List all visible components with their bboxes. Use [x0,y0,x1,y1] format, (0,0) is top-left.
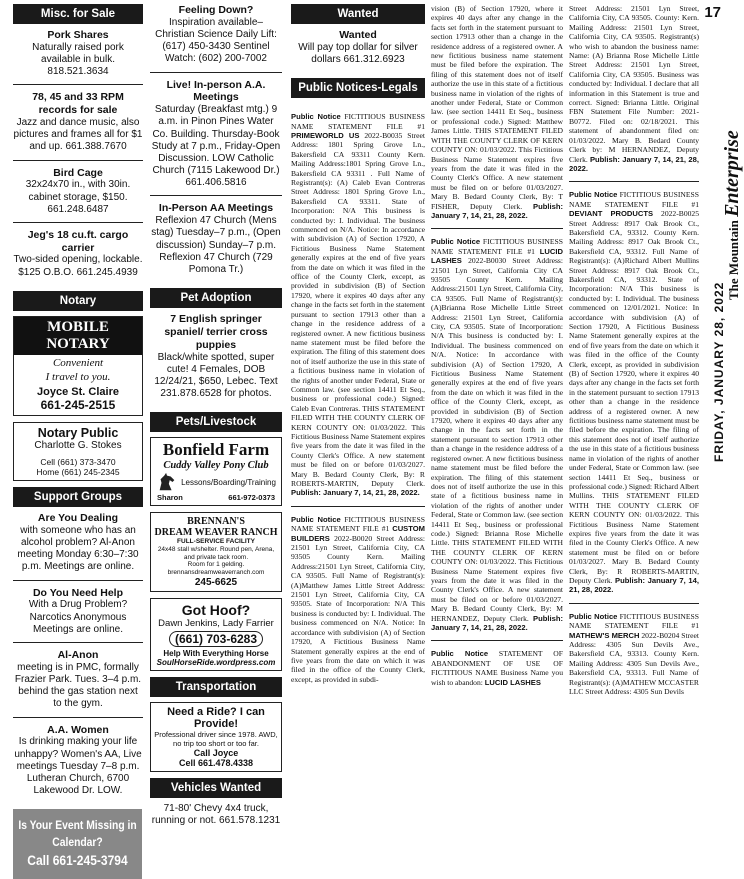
masthead-name: Enterprise [721,130,743,217]
masthead-prefix: The Mountain [726,220,741,300]
ad-text: Reflexion 47 Church (Mens stag) Tuesday–7 p.m., (Open discussion) Sunday–7 p.m. Reflexion 47 Church (729 Pomona Tr.) [151,215,281,275]
brennans-text: Room for 1 gelding. [187,561,245,569]
misc-for-sale-header: Misc. for Sale [13,4,143,24]
ad-text: Inspiration available– Christian Science Daily Lift: (617) 450-3430 Sentinel Watch: (602) 200-7002 [155,16,277,65]
ad-title: A.A. Women [47,723,109,736]
legal-notice [291,515,425,684]
classified-ad [13,229,143,285]
support-groups-header: Support Groups [13,487,143,507]
brennans-subtitle: DREAM WEAVER RANCH [154,527,278,539]
wanted-ad [291,29,425,72]
column-2 [150,4,282,839]
notary-public-cell: Cell (661) 373-3470 [40,457,116,468]
legal-notice-continued [569,4,699,173]
notice-lead: STATEMENT OF ABANDONMENT OF USE OF FICTITIOUS NAME Business Name you wish to abandon: [431,649,563,687]
brennans-ranch-ad [150,512,282,592]
notice-publish: Publish: January 7, 14, 21, 28, 2022. [431,201,563,220]
ad-text: available in bulk. [41,53,115,65]
legal-notice-continued [431,4,563,220]
notice-lead: FICTITIOUS BUSINESS NAME STATEMENT FILE #1 [569,611,699,631]
ad-text: With a Drug Problem? Narcotics Anonymous Meetings are online. [28,599,128,635]
ride-phone: Cell 661.478.4338 [178,758,254,768]
notice-divider [569,603,699,604]
pet-adoption-header: Pet Adoption [150,288,282,308]
bonfield-contact [153,493,279,502]
notice-divider [431,228,563,229]
column-5 [569,4,699,704]
ad-title: Do You Need Help [32,586,124,599]
vehicle-ad [150,803,282,833]
public-notices-header: Public Notices-Legals [291,78,425,98]
ad-title: Pork Shares [47,29,109,41]
legal-notice [291,112,425,498]
classified-ad [13,167,143,223]
notice-heading: Public Notice [291,112,341,122]
brennans-tagline: FULL-SERVICE FACILITY [177,538,255,546]
legal-notice [569,612,699,697]
notary-public-name: Charlotte G. Stokes [34,440,122,452]
notice-body: 2022-B0030 Street Address: 21501 Lyn Street, California City CA 93505 County Kern. Mailing Address:21501 Lyn Street, California City, CA 93505. Full Name of Registrant(s): (A)Brianna Rose Michelle Little Street Address: 21501 Lyn Street, California City, CA 93505. State of Incorporation: N/A This business is conducted by: I. Individual. The business commenced on N/A. Notice: In accordance with subdivision (A) of Section 17920, A Fictitious Business Name Statement generally expires at the end of five years from the date on which it was filed in the office of the County Clerk, except, as provided in subdivision (B) of Section 17920, where it expires 40 days after any change in the facts set forth in the statement pursuant to section 17913 other than a change in the residence address of a registered owner. A new fictitious business name statement must be filed before the expiration. The filing of this statement does not of itself authorize the use in this state of a fictitious business name in violation of the rights of another under Federal, State or Common law. (see section 14411 Et Seq., business or professional code.) Signed: Brianna Rose Michelle Little. THIS STATEMENT FILED WITH THE COUNTY CLERK OF KERN COUNTY ON: 01/03/2022. This Fictitious Business Name Statement expires five years from the date it was filed in the County Clerk's Office. A new statement must be filed on or before 01/03/2027. Mary B. Bedard County Clerk, By: M HERNANDEZ, Deputy Clerk. [431,256,563,623]
ad-title: 7 English springer spaniel/ terrier cross puppies [164,313,268,351]
calendar-banner [13,809,142,878]
bonfield-subtitle: Cuddy Valley Pony Club [163,460,269,472]
ad-title: Al-Anon [57,649,99,662]
notice-lead: FICTITIOUS BUSINESS NAME STATEMENT FILE #1 [569,190,699,209]
notice-publish: Publish: January 7, 14, 21, 28, 2022. [569,154,699,173]
ride-ad [150,702,282,772]
ad-phone: 818.521.3634 [47,66,109,78]
notice-body: Street Address: 21501 Lyn Street, California City, CA 93505. County: Kern. Mailing Address: 21501 Lyn Street, California City, CA 93505. Registrant(s) who wish to abandon the business name: Name: (A) Brianna Rose Michelle Little Street Address: 21501 Lyn Street, California City, CA 93505. Business was conducted by: Individual. I declare that all information in this Statement is true and correct. Signed: Brianna Little. Original FBN Statement File Number: 2021-B0772. Filed on: 02/18/2021. This statement of abandonment filed on: 01/03/2022. Mary B. Bedard County Clerk by: M HERNANDEZ, Deputy Clerk. [569,4,699,164]
notice-heading: Public Notice [569,190,618,200]
bonfield-farm-ad [150,437,282,506]
ad-text: Black/white spotted, super cute! 4 Females, DOB 12/24/21, $650, Lebec. Text 231.878.6528 for photos. [154,351,278,400]
got-hoof-phone: (661) 703-6283 [169,631,263,647]
ad-title: Jeg's 18 cu.ft. cargo carrier [27,228,129,254]
bonfield-phone: 661-972-0373 [228,493,275,503]
mobile-notary-title: MOBILE NOTARY [14,317,142,355]
banner-line: Is Your Event Missing in Calendar? [18,818,137,850]
issue-date: FRIDAY, JANUARY 28, 2022 [712,281,726,462]
notice-business-name: DEVIANT PRODUCTS [569,209,654,219]
legal-notice [431,649,563,687]
ad-text: Will pay top dollar for silver dollars 661.312.6923 [298,41,418,65]
support-ad [13,724,143,804]
mobile-notary-ad [13,316,143,416]
classified-ad [13,29,143,85]
brennans-title: BRENNAN'S [187,516,245,528]
column-4 [431,4,563,695]
ad-title: Wanted [339,29,377,41]
brennans-phone: 245-6625 [194,577,238,588]
notice-business-name: CUSTOM BUILDERS [291,524,425,543]
horse-icon [156,471,178,493]
ad-text: with someone who has an alcohol problem? Al-Anon meeting Monday 6:30–7:30 p.m. Meetings are online. [17,524,139,573]
ad-title: In-Person AA Meetings [158,202,274,215]
notice-divider [431,640,563,641]
ad-text: Naturally raised pork [32,41,124,53]
notary-public-home: Home (661) 245-2345 [36,467,120,478]
support-ad [13,512,143,581]
wanted-header: Wanted [291,4,425,24]
got-hoof-help: Help With Everything Horse [163,649,269,658]
notice-body: 2022-B0035 Street Address: 1801 Spring Grove Ln., Bakersfield CA 93311 County Kern. Mailing Address:1801 Spring Grove Ln., Bakersfield CA 93311 . Full Name of Registrant(s): (A) Caleb Evan Contreras Street Address: 1801 Spring Grove Ln., Bakersfield CA 93311. State of Incorporation: N/A This business is conducted by: I. Individual. The business commenced on N/A. Notice: In accordance with subdivision (A) of Section 17920, A Fictitious Business Name Statement generally expires at the end of five years from the date on which it was filed in the office of the County Clerk, except, as provided in subdivision (B) of Section 17920, where it expires 40 days after any change in the facts set forth in the statement pursuant to section 17913 other than a change in the residence address of a registered owner. A new fictitious business name statement must be filed before the expiration. The filing of this statement does not of itself authorize the use in this state of a fictitious business name in violation of the rights of another under Federal, State or Common law. (see section 14411 Et Seq., business or professional code.) Signed: Caleb Evan Contreras. THIS STATEMENT FILED WITH THE COUNTY CLERK OF KERN COUNTY ON: 01/03/2022. This Fictitious Business Name Statement expires five years from the date it was filed in the County Clerk's Office. A new statement must be filed on or before 01/03/2027. Mary B. Bedard County Clerk, By: R ROBERTS-MARTIN, Deputy Clerk. [291,130,425,489]
ride-text: Professional driver since 1978. AWD, no trip too short or too far. [154,730,278,748]
ad-text: Two-sided opening, lockable. $125 O.B.O. 661.245.4939 [13,254,143,278]
notice-body: 2022-B0020 Street Address: 21501 Lyn Street, California City, CA 93505 County Kern. Mailing Address:21501 Lyn Street, California City, CA 93505. Full Name of Registrant(s): (A)Matthew James Little Street Address: 21501 Lyn Street, California City, CA 93505. State of Incorporation: N/A This business is conducted by: I. Individual. The business commenced on N/A. Notice: In accordance with subdivision (A) of Section 17920, A Fictitious Business Name Statement generally expires at the end of five years from the date on which it was filed in the office of the County Clerk, except, as provided in subdi- [291,533,425,684]
ad-title: Feeling Down? [178,4,254,16]
classified-ad [150,4,282,73]
notice-publish: Publish: January 7, 14, 21, 28, 2022. [569,575,699,595]
notice-divider [569,181,699,182]
bonfield-services-row [153,471,279,493]
notice-heading: Public Notice [569,611,618,621]
classified-ad [150,202,282,282]
banner-phone: Call 661-245-3794 [27,851,128,868]
notice-lead: FICTITIOUS BUSINESS NAME STATEMENT FILE #1 [291,514,425,534]
notice-publish: Publish: January 7, 14, 21, 28, 2022. [431,613,563,632]
notice-heading: Public Notice [431,649,489,659]
got-hoof-url: SoulHorseRide.wordpress.com [156,658,276,667]
notice-body: 2022-B0025 Street Address: 8917 Oak Brook Ct., Bakersfield CA, 93312. County Kern. Mailing Address: 8917 Oak Brook Ct., Bakersfield CA, 93312. Full Name of Registrant(s): (A)Richard Albert Mullins Street Address: 8917 Oak Brook Ct., Bakersfield CA, 93312. State of Incorporation: N/A This business is conducted by: I. Individual. The business commenced on 12/01/2021. Notice: In accordance with subdivision (A) of Section 17920, A Fictitious Business Name Statement generally expires at the end of five years from the date on which it was filed in the office of the County Clerk, except, as provided in subdivision (B) of Section 17920, where it expires 40 days after any change in the facts set forth in the statement pursuant to section 17913 other than a change in the residence address of a registered owner. A new fictitious business name statement must be filed before the expiration. The filing of this statement does not of itself authorize the use in this state of a fictitious business name in violation of the rights of another under Federal, State or Common law. (see section 14411 Et Seq., business or professional code.) Signed: Richard Albert Mullins. THIS STATEMENT FILED WITH THE COUNTY CLERK OF KERN COUNTY ON: 01/03/2022. This Fictitious Business Name Statement expires five years from the date it was filed in the County Clerk's Office. A new statement must be filed on or before 01/03/2027. Mary B. Bedard County Clerk, By: R ROBERTS-MARTIN, Deputy Clerk. [569,209,699,585]
notary-public-title: Notary Public [37,426,119,441]
masthead-vertical [721,130,744,300]
notice-business-name: MATHEW'S MERCH [569,630,640,640]
brennans-url: brennansdreamweaverranch.com [167,569,265,577]
ad-title: Are You Dealing [37,512,119,525]
ride-name: Call Joyce [193,748,239,758]
bonfield-title: Bonfield Farm [162,440,270,460]
mobile-notary-tagline: Convenient [52,356,104,369]
column-3 [291,4,425,692]
notice-heading: Public Notice [291,514,341,524]
mobile-notary-phone: 661-245-2515 [40,398,116,413]
mobile-notary-tagline: I travel to you. [45,371,111,384]
support-ad [13,587,143,643]
bonfield-name: Sharon [157,493,183,503]
bonfield-services: Lessons/Boarding/Training [181,477,276,487]
ad-title: 78, 45 and 33 RPM records for sale [32,91,124,117]
ad-text: Jazz and dance music, also pictures and frames all for $1 and up. 661.388.7670 [13,116,143,153]
ad-text: 32x24x70 in., with 30in. cabinet storage, $150. 661.248.6487 [25,179,131,215]
ad-title: Bird Cage [53,166,103,179]
ad-text: Is drinking making your life unhappy? Women's AA, Live meetings Tuesday 7–8 p.m. Lutheran Church, 6700 Lakewood Dr. LOW. [14,736,142,797]
transportation-header: Transportation [150,677,282,697]
column-1 [13,4,143,879]
notice-lead: FICTITIOUS BUSINESS NAME STATEMENT FILE #1 [291,112,425,131]
ride-title: Need a Ride? I can Provide! [167,706,265,730]
mobile-notary-name: Joyce St. Claire [37,386,119,399]
pets-livestock-header: Pets/Livestock [150,412,282,432]
vehicles-wanted-header: Vehicles Wanted [150,778,282,798]
brennans-text: 24x48 stall w/shelter. Round pen, Arena, and private tack room. [157,545,275,561]
got-hoof-title: Got Hoof? [181,602,251,618]
ad-title: Live! In-person A.A. Meetings [166,78,266,104]
legal-notice [431,237,563,632]
notice-body: vision (B) of Section 17920, where it expires 40 days after any change in the facts set forth in the statement pursuant to section 17913 other than a change in the residence address of a registered owner. A new fictitious business name statement must be filed before the expiration. The filing of this statement does not of itself authorize the use in this state of a fictitious business name in violation of the rights of another under Federal, State or Common law. (see section 14411 Et Seq., business or professional code.) Signed: Matthew James Little. THIS STATEMENT FILED WITH THE COUNTY CLERK OF KERN COUNTY ON: 01/03/2022. This Fictitious Business Name Statement expires five years from the date it was filed in the County Clerk's Office. A new statement must be filed on or before 01/03/2027. Mary B. Bedard County Clerk, By: T FISHER, Deputy Clerk. [431,4,563,211]
ad-text: Saturday (Breakfast mtg.) 9 a.m. in Pinon Pines Water Co. Building. Thursday-Book Study at 7 p.m., Friday-Open Discussion. LOW Catholic Church (7115 Lakewood Dr.) 661.406.5816 [151,104,281,189]
notice-lead: FICTITIOUS BUSINESS NAME STATEMENT FILE #1 [431,237,563,256]
notary-public-ad [13,422,143,481]
ad-text: 71-80' Chevy 4x4 truck, running or not. 661.578.1231 [151,803,281,827]
notice-publish: Publish: January 7, 14, 21, 28, 2022. [291,488,420,498]
notice-business-name: LUCID LASHES [431,246,563,266]
support-ad [13,649,143,718]
notary-header: Notary [13,291,143,311]
pet-ad [150,313,282,406]
legal-notice [569,190,699,594]
got-hoof-name: Dawn Jenkins, Lady Farrier [158,618,274,629]
notice-business-name: LUCID LASHES [484,677,541,687]
ad-text: meeting is in PMC, formally Frazier Park. Tues. 3–4 p.m. behind the gas station next to the gym. [14,661,142,710]
notice-divider [291,506,425,507]
notice-body: 2022-B0204 Street Address: 4305 Sun Devils Ave., Bakersfield CA, 93313. County Kern. Mailing Address: 4305 Sun Devils Ave., Bakersfield CA, 93313. Full Name of Registrant(s): (A)MATHEW MCCASTER LLC Street Address: 4305 Sun Devils [569,630,699,697]
page-number: 17 [704,4,721,21]
classified-ad [150,79,282,197]
notice-business-name: PRIMEWORLD US [291,130,360,140]
notice-heading: Public Notice [431,237,481,247]
classified-ad [13,91,143,160]
got-hoof-ad [150,598,282,671]
